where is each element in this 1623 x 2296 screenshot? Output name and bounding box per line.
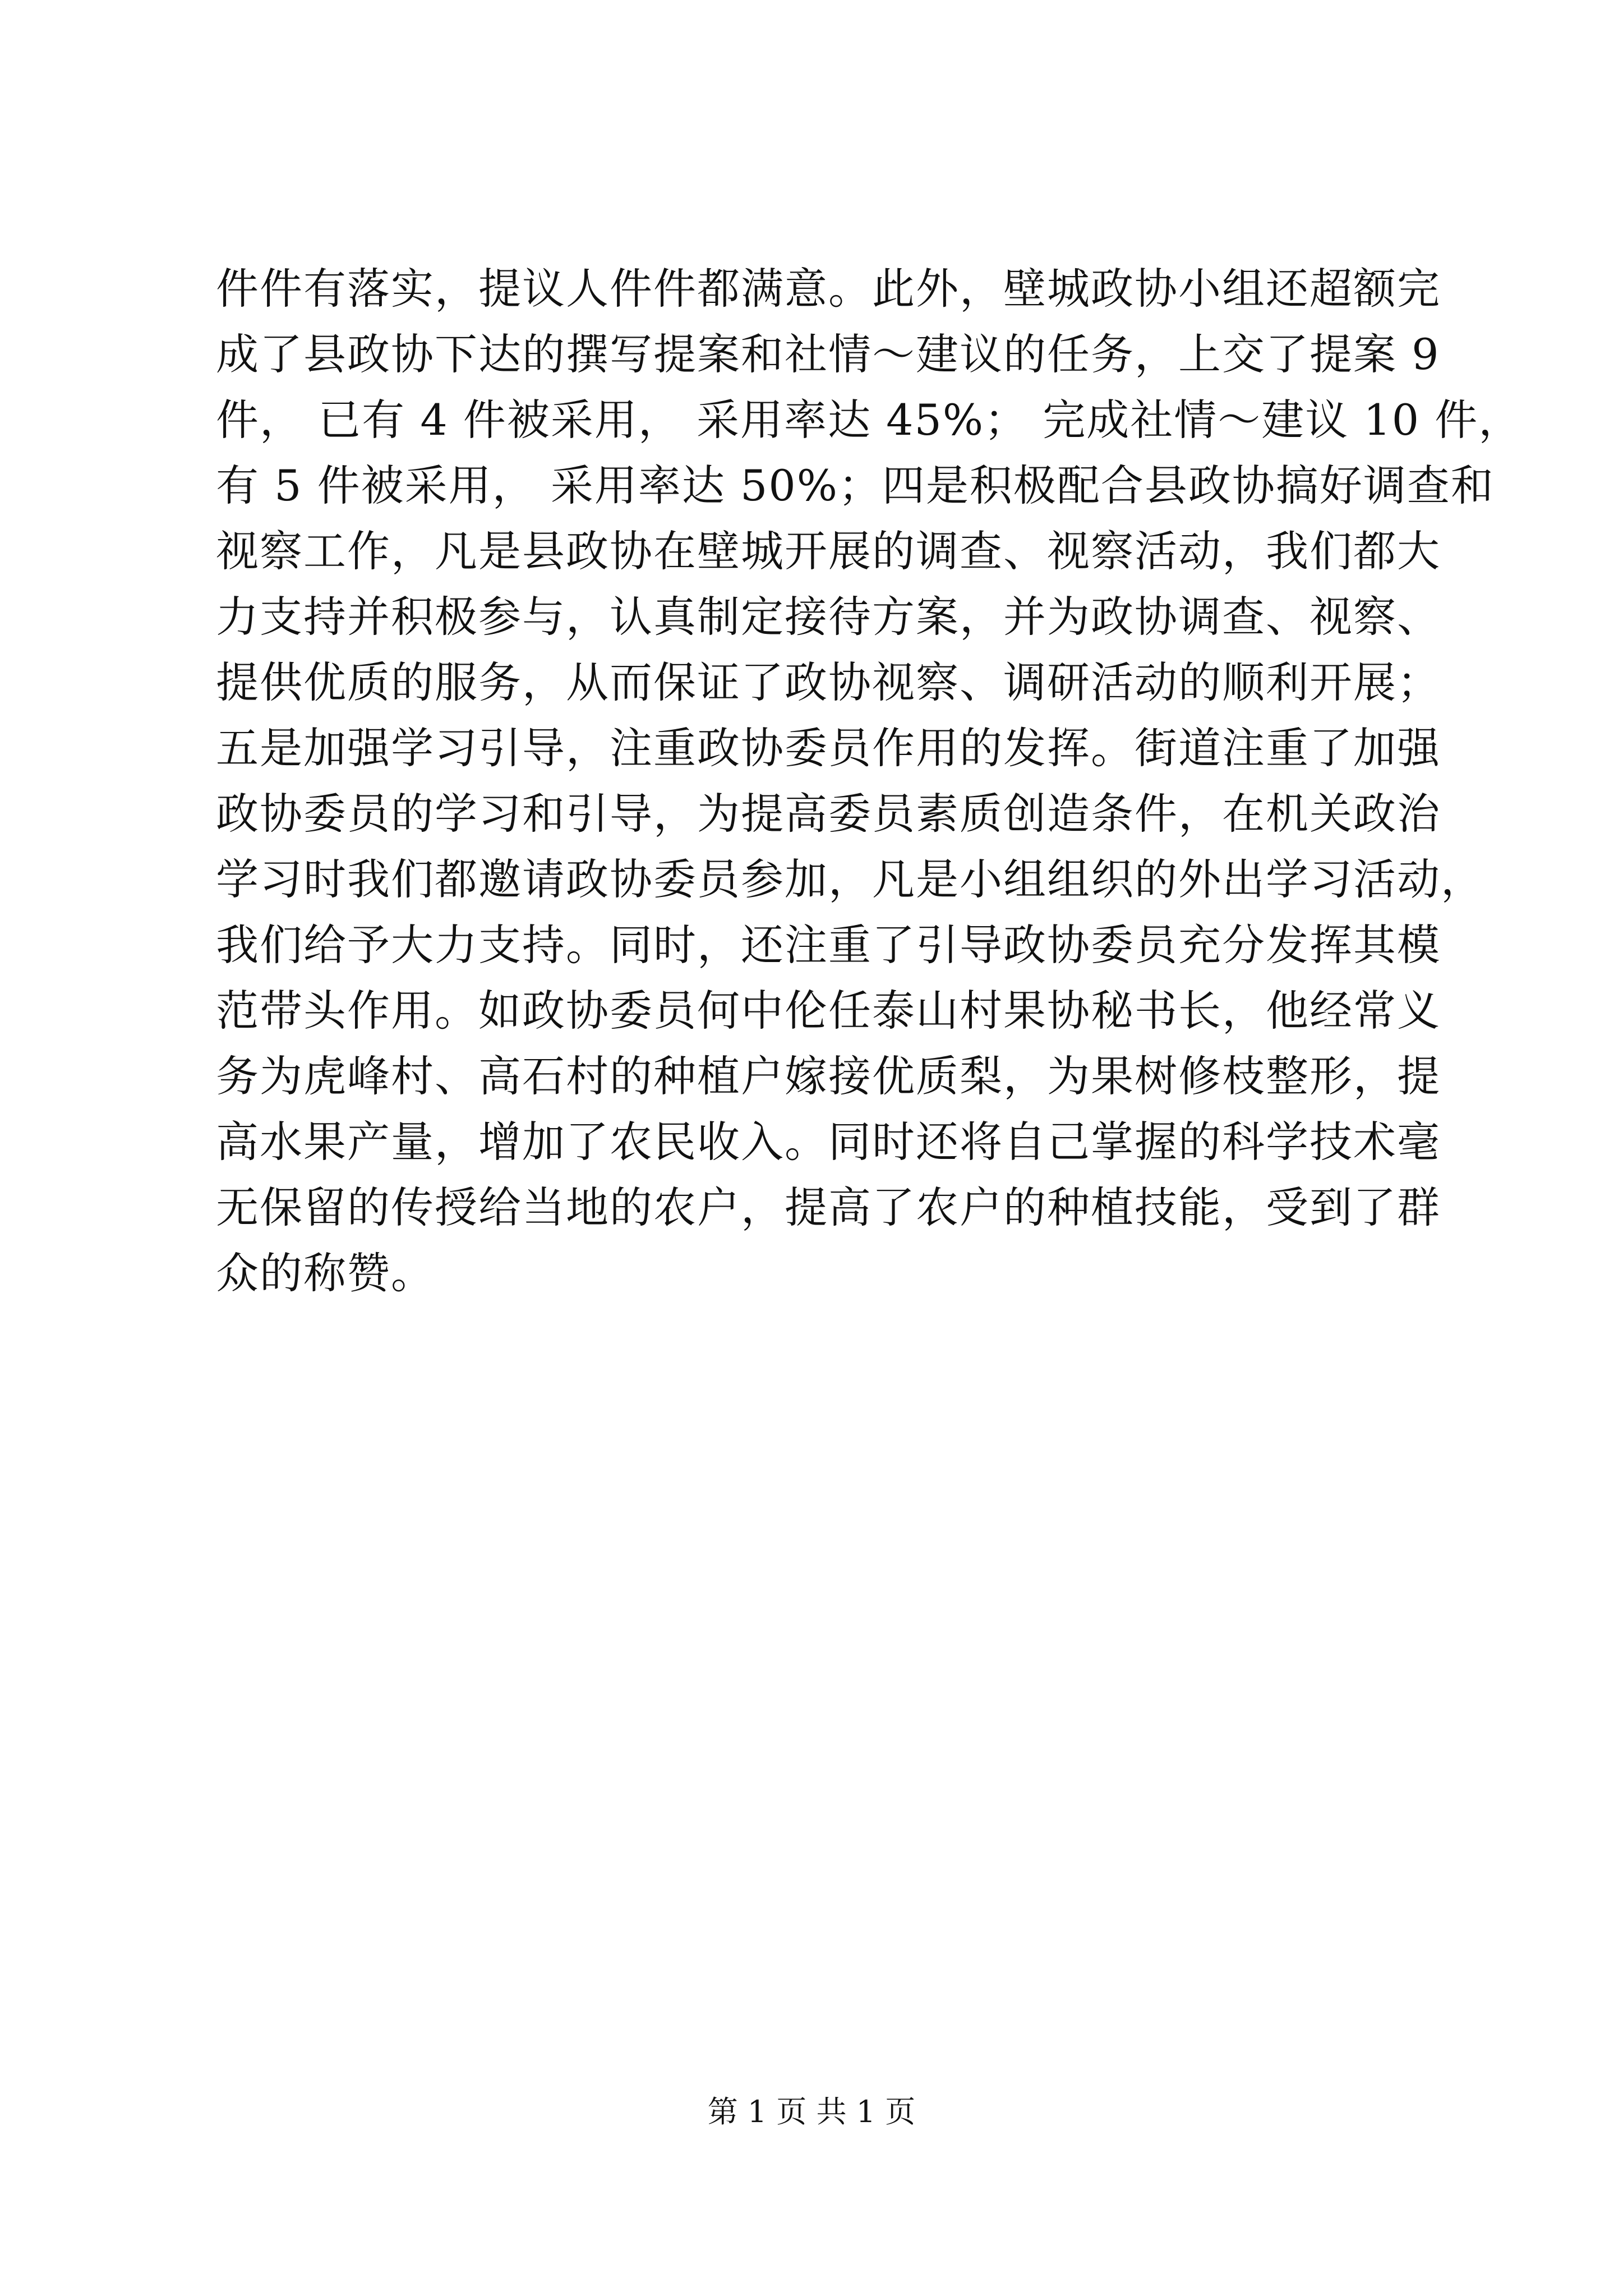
paragraph-line: 五是加强学习引导，注重政协委员作用的发挥。街道注重了加强 bbox=[216, 723, 1441, 773]
paragraph-line: 件件有落实，提议人件件都满意。此外，壁城政协小组还超额完 bbox=[216, 264, 1441, 314]
paragraph-line: 提供优质的服务，从而保证了政协视察、调研活动的顺利开展； bbox=[216, 657, 1441, 707]
paragraph-line: 学习时我们都邀请政协委员参加，凡是小组组织的外出学习活动， bbox=[216, 854, 1484, 904]
paragraph-line: 政协委员的学习和引导，为提高委员素质创造条件，在机关政治 bbox=[216, 789, 1441, 839]
paragraph-line: 众的称赞。 bbox=[216, 1248, 435, 1298]
paragraph-line: 有 5 件被采用， 采用率达 50%；四是积极配合县政协搞好调查和 bbox=[216, 461, 1495, 510]
paragraph-line: 我们给予大力支持。同时，还注重了引导政协委员充分发挥其模 bbox=[216, 920, 1441, 970]
paragraph-line: 件， 已有 4 件被采用， 采用率达 45%； 完成社情～建议 10 件， bbox=[216, 395, 1523, 445]
paragraph-line: 成了县政协下达的撰写提案和社情～建议的任务，上交了提案 9 bbox=[216, 329, 1440, 379]
paragraph-line: 无保留的传授给当地的农户，提高了农户的种植技能，受到了群 bbox=[216, 1182, 1441, 1232]
paragraph-line: 高水果产量，增加了农民收入。同时还将自己掌握的科学技术毫 bbox=[216, 1117, 1441, 1167]
page-number-footer: 第 1 页 共 1 页 bbox=[707, 2094, 916, 2129]
paragraph-line: 务为虎峰村、高石村的种植户嫁接优质梨，为果树修枝整形，提 bbox=[216, 1051, 1441, 1101]
body-paragraph bbox=[216, 256, 1523, 1306]
paragraph-line: 视察工作，凡是县政协在壁城开展的调查、视察活动，我们都大 bbox=[216, 526, 1441, 576]
paragraph-line: 力支持并积极参与，认真制定接待方案，并为政协调查、视察、 bbox=[216, 592, 1441, 642]
paragraph-line: 范带头作用。如政协委员何中伦任泰山村果协秘书长，他经常义 bbox=[216, 986, 1441, 1036]
